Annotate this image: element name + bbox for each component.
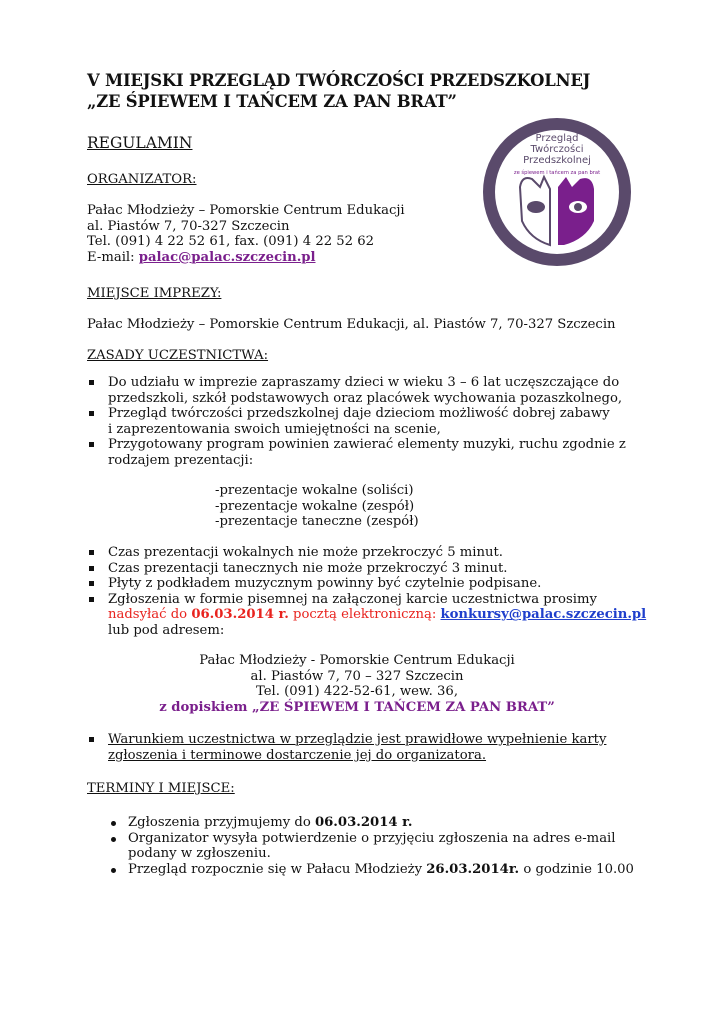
organizer-line-1: Pałac Młodzieży – Pomorskie Centrum Edukacji [87, 203, 405, 218]
term-start [108, 862, 648, 878]
organizer-line-3: Tel. (091) 4 22 52 61, fax. (091) 4 22 52 62 [87, 234, 375, 250]
rule-program-line-2: rodzajem prezentacji: [108, 452, 254, 468]
rule-application-line-1: Zgłoszenia w formie pisemnej na załączonej karcie uczestnictwa prosimy [108, 591, 597, 607]
logo-text-4: ze śpiewem i tańcem za pan brat [513, 170, 601, 176]
deadline-email-label: pocztą elektroniczną: [288, 607, 441, 623]
rule-condition [87, 732, 627, 763]
rule-age [87, 375, 627, 406]
terms-list [108, 815, 648, 877]
email-label: E-mail: [87, 249, 139, 265]
logo-left-eye [527, 201, 545, 213]
postal-address-note: z dopiskiem „ZE ŚPIEWEM I TAŃCEM ZA PAN BRAT” [159, 699, 555, 715]
rule-condition-line-2: zgłoszenia i terminowe dostarczenie jej do organizatora. [108, 747, 487, 763]
presentation-type-1: -prezentacje wokalne (soliści) [215, 483, 414, 498]
rule-condition-line-1: Warunkiem uczestnictwa w przeglądzie jest prawidłowe wypełnienie karty [108, 732, 607, 747]
rule-purpose-line-2: i zaprezentowania swoich umiejętności na scenie, [108, 421, 441, 437]
rules-list-2 [87, 545, 647, 639]
presentation-type-2: -prezentacje wokalne (zespół) [215, 498, 415, 514]
organizer-email-link[interactable]: palac@palac.szczecin.pl [138, 249, 316, 265]
rule-program-line-1: Przygotowany program powinien zawierać elementy muzyki, ruchu zgodnie z [108, 437, 626, 453]
postal-address-line-3: Tel. (091) 422-52-61, wew. 36, [255, 684, 459, 700]
deadline-date: 06.03.2014 r. [191, 607, 289, 623]
rule-age-line-1: Do udziału w imprezie zapraszamy dzieci w wieku 3 – 6 lat uczęszczające do [108, 375, 620, 390]
rule-application-line-3: lub pod adresem: [108, 622, 225, 638]
term-start-date: 26.03.2014r. [426, 861, 520, 877]
logo-right-pupil [574, 203, 582, 211]
term-confirmation-line-2: podany w zgłoszeniu. [128, 846, 271, 862]
term-deadline [108, 815, 648, 831]
postal-address-line-2: al. Piastów 7, 70 – 327 Szczecin [250, 668, 464, 684]
term-confirmation-line-1: Organizator wysyła potwierdzenie o przyjęciu zgłoszenia na adres e-mail [128, 830, 616, 846]
regulamin-heading: REGULAMIN [87, 134, 193, 152]
organizer-email-line [87, 250, 405, 266]
logo-text-1: Przegląd [535, 133, 579, 144]
rule-purpose [87, 406, 627, 437]
organizer-line-2: al. Piastów 7, 70-327 Szczecin [87, 218, 290, 234]
terms-heading: TERMINY I MIEJSCE: [87, 781, 235, 796]
term-deadline-date: 06.03.2014 r. [314, 815, 413, 830]
rules-list-1 [87, 375, 627, 469]
term-deadline-text: Zgłoszenia przyjmujemy do [128, 815, 315, 830]
rule-dance-time: Czas prezentacji tanecznych nie może przekroczyć 3 minut. [87, 561, 647, 577]
venue-text: Pałac Młodzieży – Pomorskie Centrum Edukacji, al. Piastów 7, 70-327 Szczecin [87, 317, 616, 332]
rule-age-line-2: przedszkoli, szkół podstawowych oraz placówek wychowania pozaszkolnego, [108, 390, 623, 406]
title-line-2: „ZE ŚPIEWEM I TAŃCEM ZA PAN BRAT” [87, 92, 457, 111]
term-confirmation [108, 831, 648, 862]
organizer-block [87, 203, 405, 265]
logo-text-2: Twórczości [530, 144, 584, 155]
presentation-type-3: -prezentacje taneczne (zespół) [215, 514, 419, 530]
logo-text-3: Przedszkolnej [523, 155, 591, 166]
term-start-text: Przegląd rozpocznie się w Pałacu Młodzieży [128, 861, 427, 877]
document-title [87, 70, 590, 112]
presentation-types [215, 483, 419, 530]
rules-list-3 [87, 732, 627, 763]
postal-address [87, 653, 627, 715]
rule-purpose-line-1: Przegląd twórczości przedszkolnej daje dzieciom możliwość dobrej zabawy [108, 406, 610, 422]
rule-program [87, 437, 627, 468]
contest-email-link[interactable]: konkursy@palac.szczecin.pl [440, 607, 647, 623]
rules-heading: ZASADY UCZESTNICTWA: [87, 348, 269, 363]
event-logo [482, 117, 632, 267]
term-start-time: o godzinie 10.00 [519, 861, 634, 877]
venue-heading: MIEJSCE IMPREZY: [87, 286, 222, 301]
rule-cd: Płyty z podkładem muzycznym powinny być czytelnie podpisane. [87, 576, 647, 592]
logo-graphic [482, 117, 632, 267]
rule-application-line-2 [108, 607, 647, 623]
rule-application [87, 592, 647, 639]
title-line-1: V MIEJSKI PRZEGLĄD TWÓRCZOŚCI PRZEDSZKOLNEJ [87, 71, 591, 90]
deadline-prefix: nadsyłać do [108, 607, 192, 623]
organizer-heading: ORGANIZATOR: [87, 172, 197, 187]
rule-vocal-time: Czas prezentacji wokalnych nie może przekroczyć 5 minut. [87, 545, 647, 561]
postal-address-line-1: Pałac Młodzieży - Pomorskie Centrum Edukacji [199, 653, 515, 668]
